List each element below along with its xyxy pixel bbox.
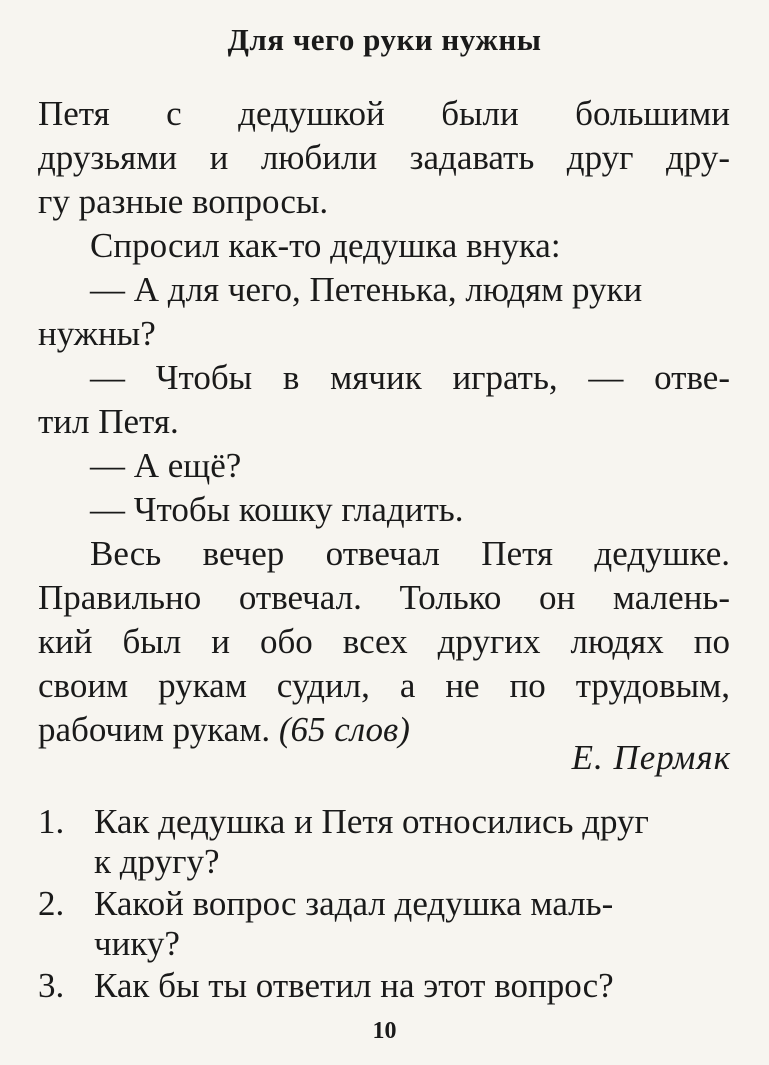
- story-line: Правильно отвечал. Только он малень-: [38, 578, 730, 617]
- story-line: друзьями и любили задавать друг дру-: [38, 138, 730, 177]
- story-last-line: [38, 708, 410, 752]
- story-line: тил Петя.: [38, 402, 179, 441]
- author: Е. Пермяк: [571, 738, 731, 777]
- story-line: гу разные вопросы.: [38, 182, 329, 221]
- question-number: 1.: [38, 802, 65, 841]
- question-number: 2.: [38, 884, 65, 923]
- question-number: 3.: [38, 966, 65, 1005]
- story-line: Весь вечер отвечал Петя дедушке.: [90, 534, 730, 573]
- story-line: — А ещё?: [90, 446, 242, 485]
- story-line: — Чтобы в мячик играть, — отве-: [90, 358, 730, 397]
- story-line: кий был и обо всех других людях по: [38, 622, 730, 661]
- story-line: — А для чего, Петенька, людям руки: [90, 270, 643, 309]
- story-line: — Чтобы кошку гладить.: [90, 490, 464, 529]
- question-text: Какой вопрос задал дедушка маль-: [94, 884, 614, 923]
- story-line: нужны?: [38, 314, 156, 353]
- question-text: чику?: [94, 924, 180, 963]
- story-title: Для чего руки нужны: [227, 22, 542, 57]
- story-line: своим рукам судил, а не по трудовым,: [38, 666, 730, 705]
- question-text: к другу?: [94, 842, 220, 881]
- word-count: (65 слов): [278, 710, 410, 749]
- question-text: Как дедушка и Петя относились друг: [94, 802, 649, 841]
- page-number: 10: [372, 1018, 397, 1044]
- story-line: рабочим рукам.: [38, 710, 271, 749]
- question-text: Как бы ты ответил на этот вопрос?: [94, 966, 614, 1005]
- story-line: Спросил как-то дедушка внука:: [90, 226, 561, 265]
- story-line: Петя с дедушкой были большими: [38, 94, 730, 133]
